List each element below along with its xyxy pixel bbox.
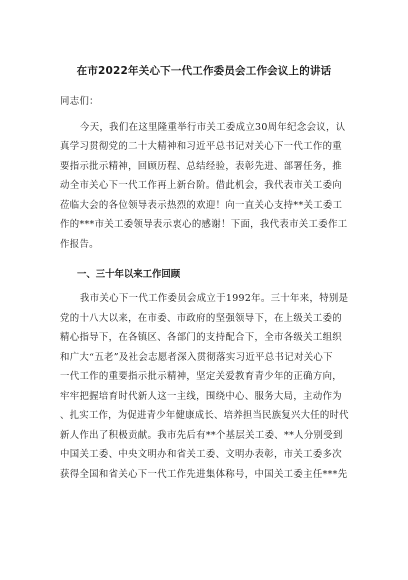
document-title: 在市2022年关心下一代工作委员会工作会议上的讲话 xyxy=(76,65,332,77)
section-line-8: 新人作出了积极贡献。我市先后有**个基层关工委、**人分别受到 xyxy=(60,430,343,441)
section-line-1: 我市关心下一代工作委员会成立于1992年。三十年来，特别是 xyxy=(80,293,349,304)
intro-line-3: 要指示批示精神，回顾历程、总结经验，表彰先进、部署任务，推 xyxy=(60,161,343,172)
intro-line-7: 作报告。 xyxy=(60,239,99,250)
salutation: 同志们： xyxy=(60,96,99,107)
section-line-9: 中国关工委、中央文明办和省关工委、文明办表彰，市关工委多次 xyxy=(60,449,343,460)
intro-line-1: 今天，我们在这里隆重举行市关工委成立30周年纪念会议，认 xyxy=(80,122,346,133)
section-line-7: 、扎实工作，为促进青少年健康成长、培养担当民族复兴大任的时代 xyxy=(60,410,349,421)
section-line-5: 一代工作的重要指示批示精神，坚定关爱教育青少年的正确方向， xyxy=(60,371,343,382)
intro-line-6: 作的***市关工委领导表示衷心的感谢！下面，我代表市关工委作工 xyxy=(60,219,348,230)
section-line-4: 和广大“五老”及社会志愿者深入贯彻落实习近平总书记对关心下 xyxy=(60,352,333,363)
section-line-6: 牢牢把握培育时代新人这一主线，围绕中心、服务大局，主动作为 xyxy=(60,391,343,402)
section-line-3: 精心指导下，在各镇区、各部门的支持配合下，全市各级关工组织 xyxy=(60,332,343,343)
intro-line-2: 真学习贯彻党的二十大精神和习近平总书记对关心下一代工作的重 xyxy=(60,141,343,152)
section-heading: 一、三十年以来工作回顾 xyxy=(77,269,181,280)
section-line-2: 党的十八大以来，在市委、市政府的坚强领导下，在上级关工委的 xyxy=(60,313,343,324)
intro-line-5: 莅临大会的各位领导表示热烈的欢迎！向一直关心支持**关工委工 xyxy=(60,200,343,211)
intro-line-4: 动全市关心下一代工作再上新台阶。借此机会，我代表市关工委向 xyxy=(60,180,343,191)
section-line-10: 获得全国和省关心下一代工作先进集体称号，中国关工委主任***先 xyxy=(60,469,348,480)
